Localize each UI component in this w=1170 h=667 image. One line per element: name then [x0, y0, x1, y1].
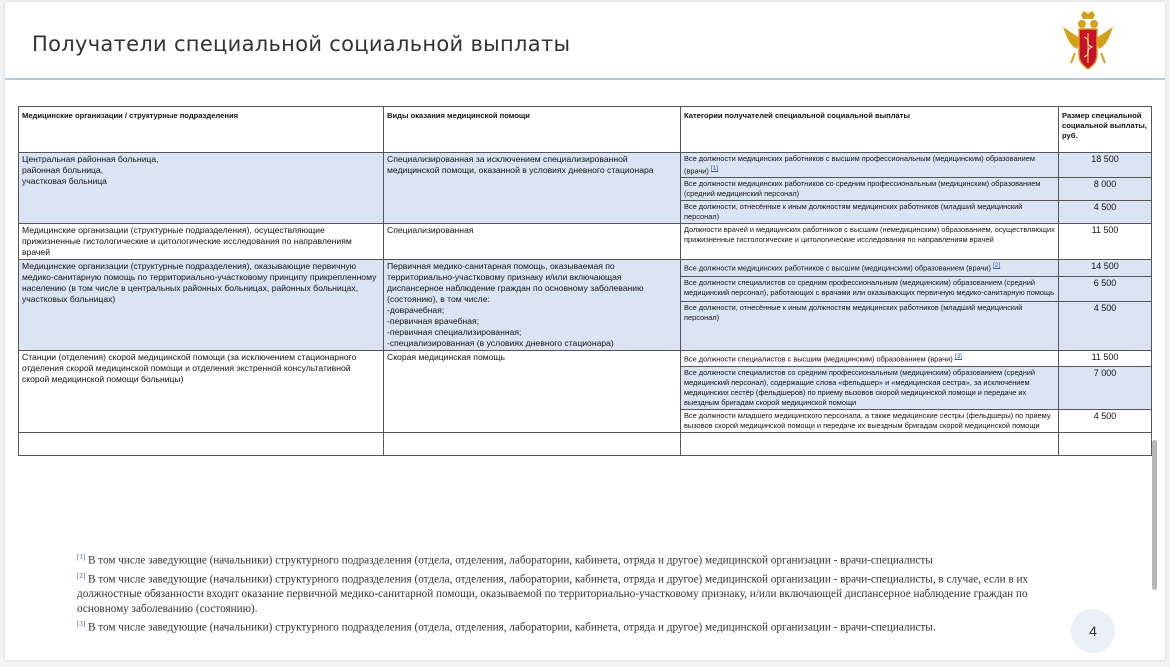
slide [5, 2, 1165, 660]
footnote-text: В том числе заведующие (начальники) структурного подразделения (отдела, отделения, лаборатории, кабинета, отряда и другое) медицинской организации - врачи-специалисты. [87, 622, 936, 635]
header-care-types: Виды оказания медицинской помощи [384, 107, 681, 153]
slide-title: Получатели специальной социальной выплаты [32, 32, 571, 56]
category-text: Все должности специалистов с высшим (медицинским) образованием (врачи) [684, 354, 953, 364]
care-cell: Специализированная [384, 224, 681, 260]
header-organizations: Медицинские организации / структурные подразделения [19, 107, 384, 153]
page-number-badge: 4 [1071, 609, 1115, 653]
footnote-link-1[interactable]: [1] [710, 165, 719, 172]
amount-cell: 11 500 [1059, 351, 1152, 366]
category-cell: Все должности, отнесённые к иным должностям медицинских работников (младший медицинский персонал) [681, 302, 1059, 351]
org-cell: Медицинские организации (структурные подразделения), осуществляющие прижизненные гистологические и цитологические исследования по направлениям врачей [19, 224, 384, 260]
org-cell: Станции (отделения) скорой медицинской помощи (за исключением стационарного отделения скорой медицинской помощи и отделения экстренной консультативной скорой медицинской помощи больницы) [19, 351, 384, 432]
category-cell: Должности врачей и медицинских работников с высшим (немедицинским) образованием, осуществляющих прижизненные гистологические и цитологические исследования по направлениям врачей [681, 224, 1059, 260]
footnote-mark[interactable]: [1] [77, 553, 86, 561]
amount-cell: 4 500 [1059, 302, 1152, 351]
category-cell: Все должности специалистов со средним профессиональным (медицинским) образованием (средний медицинский персонал), работающих с врачами или оказывающих первичную медико-санитарную помощь [681, 277, 1059, 302]
footnote-1 [77, 550, 1037, 569]
category-cell: Все должности медицинских работников со средним профессиональным (медицинским) образованием (средний медицинский персонал) [681, 178, 1059, 201]
table-row [19, 153, 1152, 178]
empty-cell [1059, 432, 1152, 455]
empty-cell [681, 432, 1059, 455]
category-text: Все должности медицинских работников с высшим (медицинским) образованием (врачи) [684, 263, 991, 273]
title-divider [5, 78, 1165, 80]
footnote-text: В том числе заведующие (начальники) структурного подразделения (отдела, отделения, лаборатории, кабинета, отряда и другое) медицинской организации - врачи-специалисты [87, 554, 933, 567]
payments-table [18, 106, 1152, 456]
category-cell: Все должности младшего медицинского персонала, а также медицинские сестры (фельдшеры) по приему вызовов скорой медицинской помощи и передаче их выездным бригадам скорой медицинской помощи [681, 409, 1059, 432]
table-header-row [19, 107, 1152, 153]
footnote-link-2[interactable]: [2] [993, 262, 1001, 270]
category-text: Все должности медицинских работников с высшим профессиональным (медицинским) образованием (врачи) [684, 154, 1035, 176]
amount-cell: 7 000 [1059, 366, 1152, 409]
amount-cell: 11 500 [1059, 224, 1152, 260]
header-amount: Размер специальной социальной выплаты, руб. [1059, 107, 1152, 153]
amount-cell: 6 500 [1059, 277, 1152, 302]
category-cell [681, 260, 1059, 277]
header-categories: Категории получателей специальной социальной выплаты [681, 107, 1059, 153]
table-row [19, 351, 1152, 366]
footnotes [77, 550, 1037, 636]
empty-cell [19, 432, 384, 455]
amount-cell: 14 500 [1059, 260, 1152, 277]
vertical-scrollbar[interactable] [1152, 440, 1157, 590]
care-cell: Первичная медико-санитарная помощь, оказываемая по территориально-участковому признаку и/или включающая диспансерное наблюдение граждан по основному заболеванию (состоянию), в том числе: -доврачебная; -первичная врачебная; -первичная специализированная; -специализированная (в условиях дневного стационара) [384, 260, 681, 351]
amount-cell: 8 000 [1059, 178, 1152, 201]
care-cell: Скорая медицинская помощь [384, 351, 681, 432]
amount-cell: 4 500 [1059, 409, 1152, 432]
amount-cell: 4 500 [1059, 201, 1152, 224]
footnote-mark[interactable]: [3] [77, 620, 86, 629]
category-cell [681, 351, 1059, 366]
table-row [19, 260, 1152, 277]
amount-cell: 18 500 [1059, 153, 1152, 178]
footnote-text: В том числе заведующие (начальники) структурного подразделения (отдела, отделения, лаборатории, кабинета, отряда и другое) медицинской организации - врачи-специалисты, в случае, если в их должностные обязанности входит оказание первичной медико-санитарной помощи, оказываемой по территориально-участковому признаку, и/или включающей диспансерное наблюдение граждан по основному заболеванию (состоянию). [77, 573, 1029, 616]
org-cell: Медицинские организации (структурные подразделения), оказывающие первичную медико-санитарную помощь по территориально-участковому принципу прикрепленному населению (в том числе в центральных районных больницах, районных больницах, участковых больницах) [19, 260, 384, 351]
care-cell: Специализированная за исключением специализированной медицинской помощи, оказанной в условиях дневного стационара [384, 153, 681, 224]
footnote-2 [77, 569, 1037, 618]
category-cell: Все должности специалистов со средним профессиональным (медицинским) образованием (средний медицинский персонал), содержащие слова «фельдшер» и «медицинская сестра», за исключением медицинских сестёр (фельдшеров) по приему вызовов скорой медицинской помощи и передаче их выездным бригадам скорой медицинской помощи [681, 366, 1059, 409]
footnote-3 [77, 617, 1037, 636]
org-cell: Центральная районная больница, районная больница, участковая больница [19, 153, 384, 224]
footnote-link-3[interactable]: [3] [954, 353, 962, 361]
footnote-mark[interactable]: [2] [77, 571, 86, 580]
empty-cell [384, 432, 681, 455]
table-row [19, 224, 1152, 260]
category-cell [681, 153, 1059, 178]
table-row-spacer [19, 432, 1152, 455]
double-headed-eagle-emblem-icon [1055, 9, 1121, 75]
category-cell: Все должности, отнесённые к иным должностям медицинских работников (младший медицинский персонал) [681, 201, 1059, 224]
